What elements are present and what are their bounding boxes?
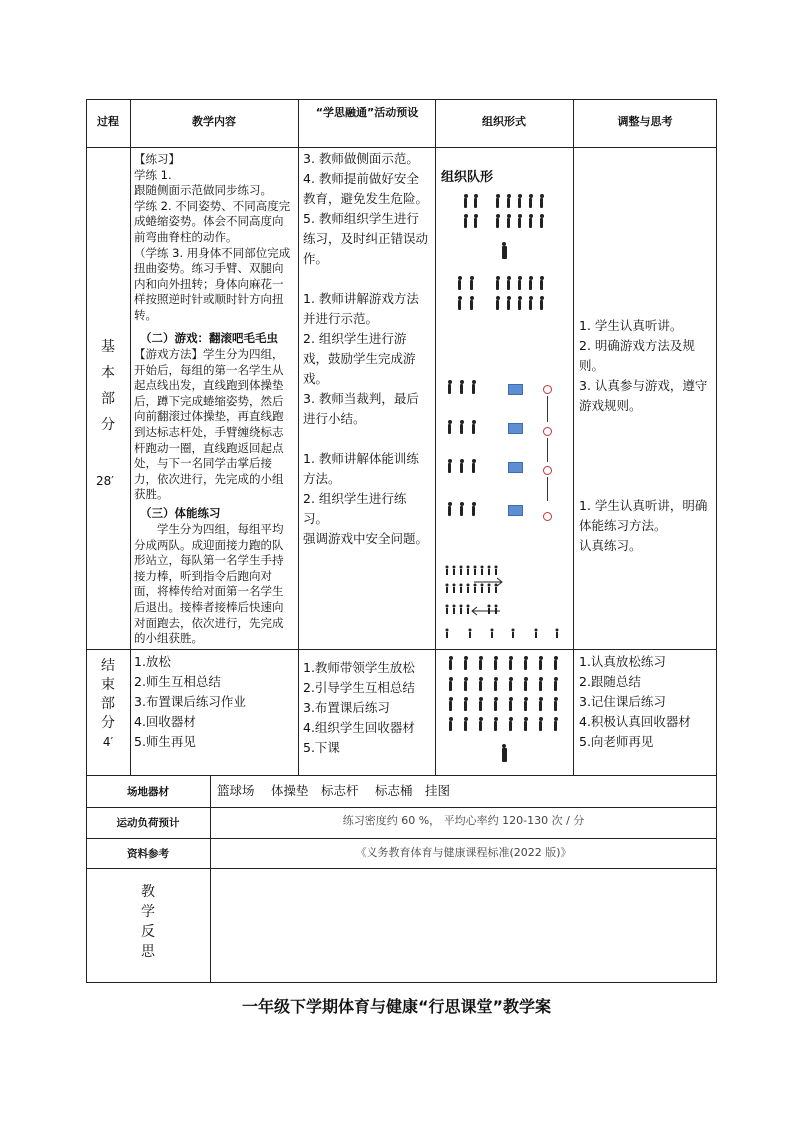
student-figure: [472, 463, 475, 473]
student-figure: [464, 198, 467, 208]
student-figure: [507, 300, 510, 310]
student-figure: [464, 218, 467, 228]
col-rule-4: [573, 99, 574, 775]
col-rule-1: [130, 99, 131, 775]
basic-section-label: 基 本 部 分: [101, 339, 115, 433]
student-figure: [458, 280, 461, 290]
relay-row-2: [446, 584, 498, 594]
gym-mat: [508, 423, 523, 434]
student-figure: [448, 463, 451, 473]
header-process: 过程: [97, 115, 119, 128]
student-figure: [496, 218, 499, 228]
game-heading: （二）游戏：翻滚吧毛毛虫: [140, 331, 278, 345]
header-adjust: 调整与思考: [617, 115, 673, 128]
student-figure: [507, 218, 510, 228]
relay-row-4: [446, 629, 559, 639]
student-figure: [448, 384, 451, 394]
student-figure: [474, 218, 477, 228]
teacher-figure: [502, 246, 507, 259]
basic-content-practice: 【练习】 学练 1. 跟随侧面示范做同步练习。 学练 2. 不同姿势、不同高度完成蜷缩姿势。体会不同高度向前弯曲脊柱的动作。 （学练 3. 用身体不同部位完成扭曲姿势。练习手臂、双腿向内和向外扭转；身体向麻花一样按照逆时针或顺时针方向扭转。: [134, 152, 291, 322]
student-figure: [540, 198, 543, 208]
student-figure: [518, 198, 521, 208]
marker-pole: [543, 427, 552, 436]
marker-pole: [543, 512, 552, 521]
end-formation-diagram: [436, 650, 573, 774]
rule-load: [86, 838, 717, 839]
rule-ref: [86, 868, 717, 869]
load-label: 运动负荷预计: [116, 817, 180, 829]
header-activity: “学思融通”活动预设: [315, 106, 419, 119]
student-figure: [472, 384, 475, 394]
student-figure: [507, 280, 510, 290]
student-figure: [496, 198, 499, 208]
student-figure: [529, 280, 532, 290]
student-figure: [458, 300, 461, 310]
student-figure: [518, 300, 521, 310]
end-section-time: 4′: [102, 735, 114, 749]
student-figure: [529, 218, 532, 228]
student-figure: [460, 506, 463, 516]
org-title: 组织队形: [441, 170, 494, 185]
student-figure: [540, 218, 543, 228]
col-rule-footer: [210, 775, 211, 983]
gym-mat: [508, 462, 523, 473]
relay-diagram: [436, 560, 573, 648]
reflection-label: 教 学 反 思: [141, 884, 155, 960]
student-figure: [470, 280, 473, 290]
student-figure: [518, 218, 521, 228]
relay-row-3: [446, 605, 498, 615]
gym-mat: [508, 384, 523, 395]
ref-value: 《义务教育体育与健康课程标准(2022 版)》: [355, 846, 572, 859]
rule-basic: [86, 649, 717, 650]
gym-mat: [508, 505, 523, 516]
header-content: 教学内容: [192, 115, 236, 128]
basic-section-time: 28′: [96, 474, 114, 488]
student-figure: [540, 300, 543, 310]
student-figure: [496, 300, 499, 310]
ref-label: 资料参考: [127, 848, 169, 860]
student-figure: [518, 280, 521, 290]
reflection-area[interactable]: [212, 870, 716, 982]
student-figure: [460, 463, 463, 473]
student-figure: [507, 198, 510, 208]
col-rule-2: [298, 99, 299, 775]
student-figure: [472, 424, 475, 434]
marker-pole: [543, 466, 552, 475]
document-title: 一年级下学期体育与健康“行思课堂”教学案: [241, 997, 552, 1016]
rule-header: [86, 147, 717, 148]
load-value: 练习密度约 60 %， 平均心率约 120-130 次 / 分: [342, 814, 585, 827]
student-figure: [496, 280, 499, 290]
pole-line: [547, 438, 548, 462]
pole-line: [547, 477, 548, 501]
student-figure: [472, 506, 475, 516]
pole-line: [547, 396, 548, 422]
student-figure: [470, 300, 473, 310]
rule-venue: [86, 807, 717, 808]
end-content: 1.放松 2.师生互相总结 3.布置课后练习作业 4.回收器材 5.师生再见: [134, 654, 246, 749]
student-figure: [460, 384, 463, 394]
relay-row-1: [446, 566, 498, 576]
marker-pole: [543, 385, 552, 394]
game-text: 【游戏方法】学生分为四组，开始后，每组的第一名学生从起点线出发，直线跑到体操垫后，蹲下完成蜷缩姿势，然后向前翻滚过体操垫，再直线跑到达标志杆处，手臂缠绕标志杆跑动一圈，直线跑返回起点处，与下一名同学击掌后接力，依次进行，先完成的小组获胜。: [134, 347, 284, 502]
student-figure: [529, 198, 532, 208]
end-reflect: 1.认真放松练习 2.跟随总结 3.记住课后练习 4.积极认真回收器材 5.向老师再见: [579, 654, 691, 749]
student-figure: [448, 506, 451, 516]
basic-reflect: 1. 学生认真听讲。 2. 明确游戏方法及规则。 3. 认真参与游戏，遵守游戏规则。 1. 学生认真听讲，明确体能练习方法。 认真练习。: [579, 318, 708, 553]
fitness-heading: （三）体能练习: [140, 506, 221, 520]
basic-activity: 3. 教师做侧面示范。 4. 教师提前做好安全教育，避免发生危险。 5. 教师组织学生进行练习，及时纠正错误动作。 1. 教师讲解游戏方法并进行示范。 2. 组织学生进行游戏，鼓励学生完成游戏。 3. 教师当裁判，最后进行小结。 1. 教师讲解体能训练方法。 2. 组织学生进行练习。 强调游戏中安全问题。: [303, 151, 429, 546]
student-figure: [540, 280, 543, 290]
end-section-label: 结 束 部 分 4′: [98, 657, 118, 752]
header-organization: 组织形式: [482, 115, 526, 128]
end-activity: 1.教师带领学生放松 2.引导学生互相总结 3.布置课后练习 4.组织学生回收器材 5.下课: [303, 660, 415, 755]
venue-label: 场地器材: [127, 786, 169, 798]
organization-diagram: [436, 150, 573, 648]
venue-value: 篮球场 体操垫 标志杆 标志桶 挂图: [217, 783, 450, 798]
fitness-text: 学生分为四组，每组平均分成两队。成迎面接力跑的队形站立，每队第一名学生手持接力棒，听到指令后跑向对面，将棒传给对面第一名学生后退出。接棒者接棒后快速向对面跑去，依次进行，先完成的小组获胜。: [134, 522, 284, 646]
student-figure: [448, 424, 451, 434]
student-figure: [529, 300, 532, 310]
rule-end: [86, 775, 717, 776]
student-figure: [474, 198, 477, 208]
student-figure: [460, 424, 463, 434]
teacher-figure: [502, 748, 507, 762]
